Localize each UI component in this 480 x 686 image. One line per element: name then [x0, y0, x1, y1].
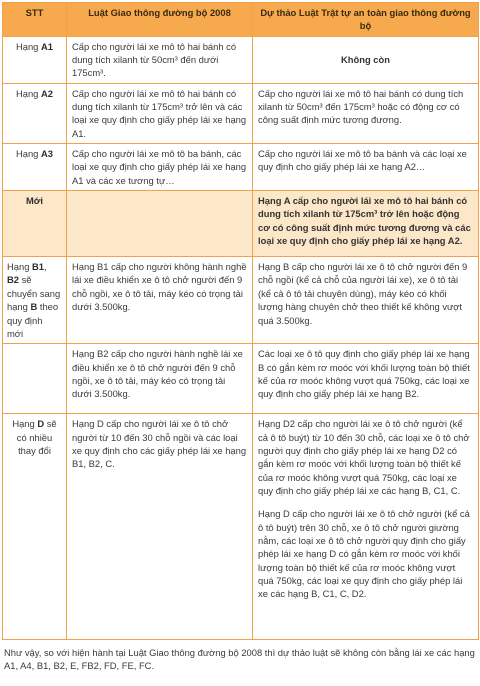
draft-cell	[253, 414, 479, 640]
law-2008-cell: Cấp cho người lái xe mô tô ba bánh, các loại xe quy định cho giấy phép lái xe hạng A1 và các xe tương tự…	[67, 144, 253, 191]
stt-cell	[3, 144, 67, 191]
license-comparison-table	[2, 2, 479, 640]
new-label: Mới	[25, 195, 44, 207]
stt-cell	[3, 191, 67, 257]
table-row-new	[3, 191, 479, 257]
draft-cell: Cấp cho người lái xe mô tô ba bánh và các loại xe quy định cho giấy phép lái xe hạng A2…	[253, 144, 479, 191]
table-row-a2	[3, 83, 479, 143]
license-class: B1	[32, 261, 45, 273]
table-row-a1	[3, 36, 479, 83]
stt-text: ,	[44, 261, 47, 273]
table-row-d	[3, 414, 479, 640]
stt-cell	[3, 83, 67, 143]
table-row-b1	[3, 257, 479, 344]
draft-paragraph-d2: Hạng D2 cấp cho người lái xe ô tô chở người (kể cả ô tô buýt) từ 10 đến 30 chỗ, các loại xe ô tô chở người quy định cho giấy phép lái xe hạng D2 có gắn kèm rơ moóc với khối lượng toàn bộ thiết kế của rơ moóc không vượt quá 750kg, các loại xe quy định cho giấy phép lái xe các hạng B, C1, C.	[258, 418, 470, 496]
stt-cell	[3, 36, 67, 83]
stt-text: Hạng	[7, 261, 33, 273]
draft-cell: Các loại xe ô tô quy định cho giấy phép lái xe hạng B có gắn kèm rơ moóc với khối lượng toàn bộ thiết kế của rơ moóc không vượt quá 750kg, các loại xe quy định cho giấy phép lái xe hạng B2.	[253, 344, 479, 414]
license-class: A2	[41, 87, 53, 99]
header-stt: STT	[3, 3, 67, 37]
draft-cell: Cấp cho người lái xe mô tô hai bánh có dung tích xilanh từ 50cm³ đến 175cm³ hoặc có động cơ có công suất định mức tương đương.	[253, 83, 479, 143]
law-2008-cell: Hạng D cấp cho người lái xe ô tô chở người từ 10 đến 30 chỗ ngồi và các loại xe quy định cho các giấy phép lái xe hạng B1, B2, C.	[67, 414, 253, 640]
draft-cell: Hạng A cấp cho người lái xe mô tô hai bánh có dung tích xilanh từ 175cm³ trở lên hoặc động cơ có công suất định mức tương đương và các loại xe quy định cho giấy phép lái xe hạng A2.	[253, 191, 479, 257]
law-2008-cell	[67, 191, 253, 257]
header-draft-law: Dự thảo Luật Trật tự an toàn giao thông đường bộ	[253, 3, 479, 37]
stt-prefix: Hạng	[15, 87, 42, 99]
stt-cell	[3, 257, 67, 344]
license-class: A1	[41, 40, 53, 52]
stt-text: sẽ có nhiều thay đổi	[16, 418, 57, 456]
law-2008-cell: Hạng B1 cấp cho người không hành nghề lái xe điều khiển xe ô tô chở người đến 9 chỗ ngồi, xe ô tô tải, máy kéo có trọng tải dưới 3.500kg.	[67, 257, 253, 344]
law-2008-cell: Hạng B2 cấp cho người hành nghề lái xe điều khiển xe ô tô chở người đến 9 chỗ ngồi, xe ô tô tải, máy kéo có trọng tải dưới 3.500kg.	[67, 344, 253, 414]
stt-text: Hạng	[12, 418, 38, 430]
law-2008-cell: Cấp cho người lái xe mô tô hai bánh có dung tích xilanh từ 50cm³ đến dưới 175cm³.	[67, 36, 253, 83]
license-class: D	[37, 418, 45, 430]
license-class: A3	[41, 148, 53, 160]
law-2008-cell: Cấp cho người lái xe mô tô hai bánh có dung tích xilanh từ 175cm³ trở lên và các loại xe quy định cho giấy phép lái xe hạng A1.	[67, 83, 253, 143]
stt-prefix: Hạng	[15, 40, 42, 52]
stt-text: theo quy định mới	[7, 301, 59, 339]
draft-paragraph-d: Hạng D cấp cho người lái xe ô tô chở người (kể cả ô tô buýt) trên 30 chỗ, xe ô tô chở người giường nằm, các loại xe ô tô chở người quy định cho giấy phép lái xe hạng D có gắn kèm rơ moóc với khối lượng toàn bộ thiết kế của rơ moóc không vượt quá 750kg, các loại xe quy định cho giấy phép lái xe các hạng B, C1, C, D2.	[258, 508, 470, 600]
table-row-b2	[3, 344, 479, 414]
stt-prefix: Hạng	[15, 148, 42, 160]
draft-cell: Không còn	[253, 36, 479, 83]
table-row-a3	[3, 144, 479, 191]
draft-cell: Hạng B cấp cho người lái xe ô tô chở người đến 9 chỗ ngồi (kể cả chỗ của người lái xe), xe ô tô tải (kể cả ô tô tải chuyên dùng), máy kéo có khối lượng hàng chuyên chở theo thiết kế không vượt quá 3.500kg.	[253, 257, 479, 344]
header-law-2008: Luật Giao thông đường bộ 2008	[67, 3, 253, 37]
table-header-row	[3, 3, 479, 37]
license-class: B	[30, 301, 38, 313]
stt-cell	[3, 414, 67, 640]
footnote: Như vậy, so với hiện hành tại Luật Giao thông đường bộ 2008 thì dự thảo luật sẽ không còn bằng lái xe các hạng A1, A4, B1, B2, E, FB2, FD, FE, FC.	[4, 647, 475, 672]
license-class: B2	[7, 274, 19, 286]
stt-cell	[3, 344, 67, 414]
stt-text: sẽ chuyển sang hạng	[7, 274, 61, 313]
